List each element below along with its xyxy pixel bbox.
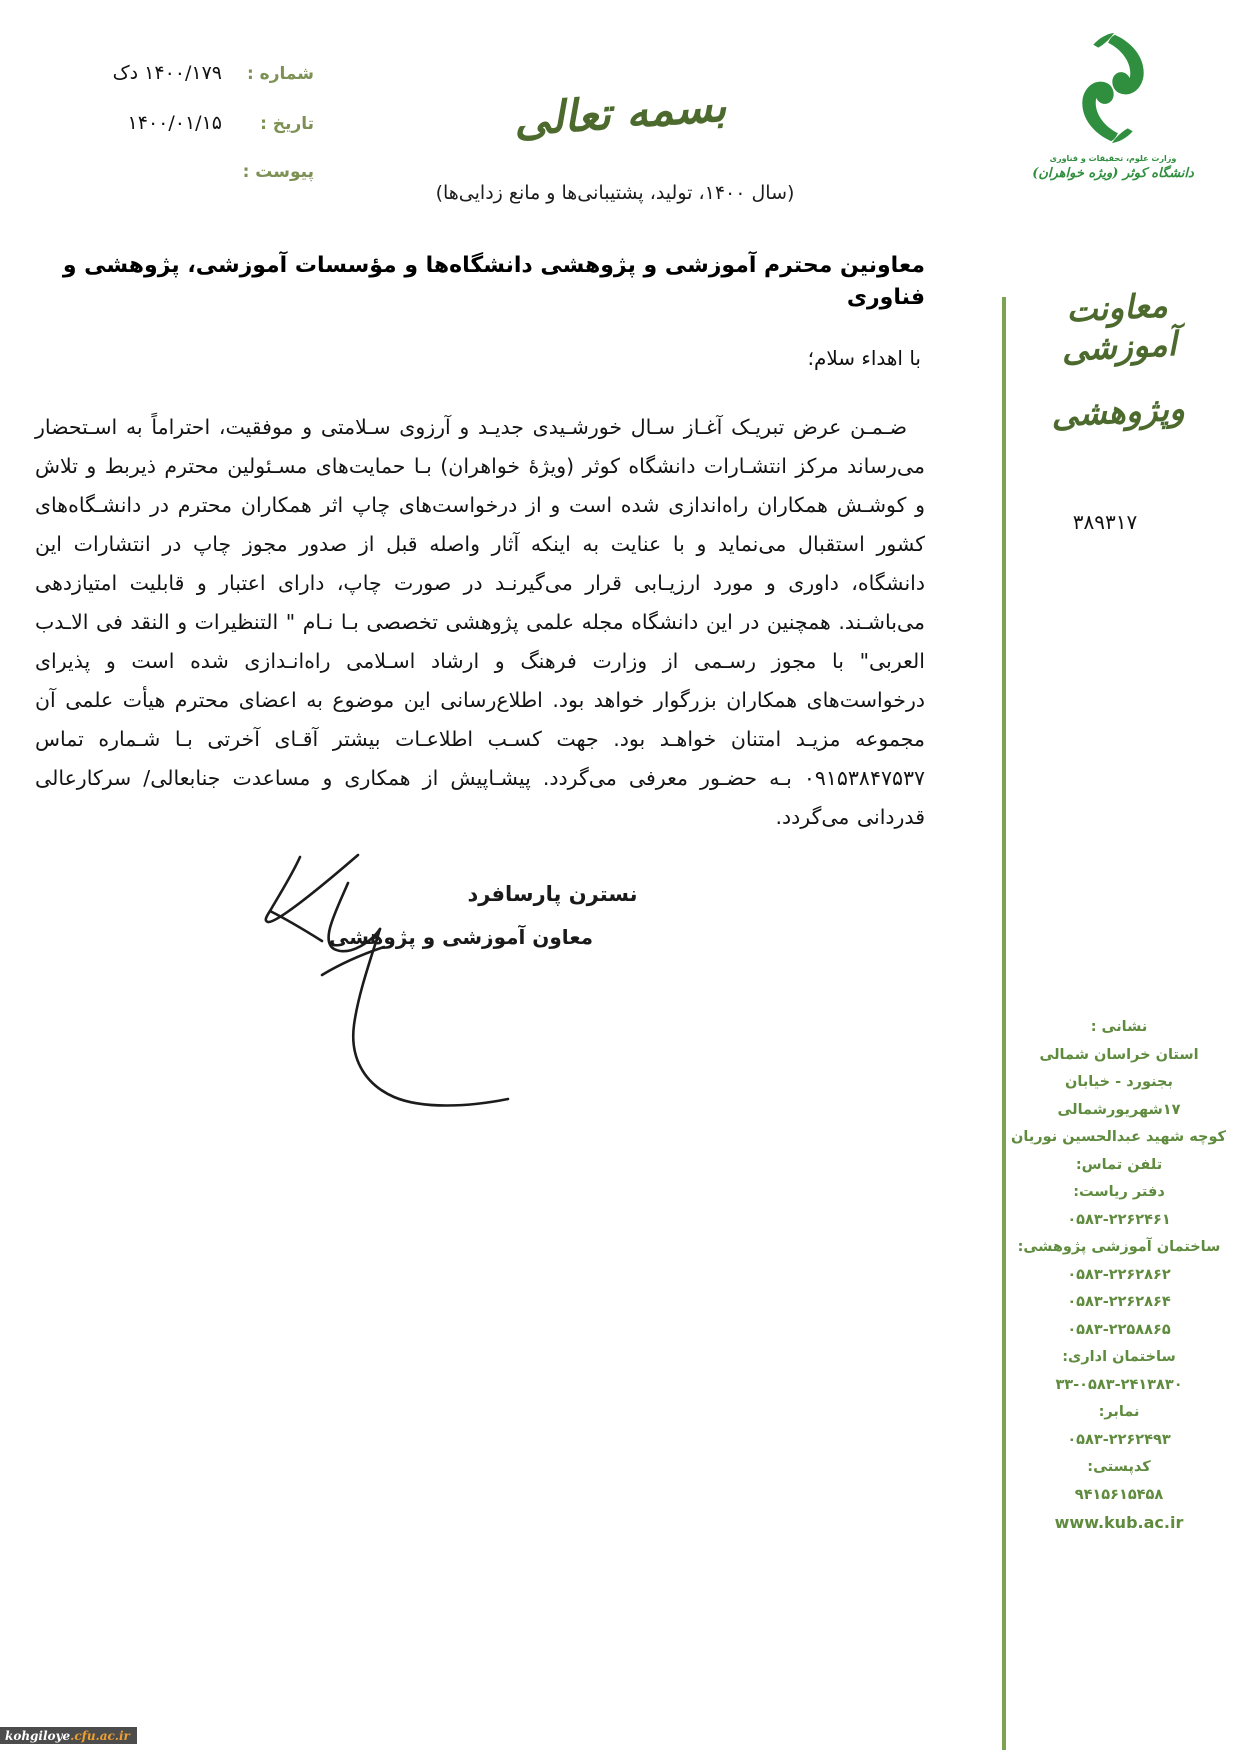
address-phone: ۳۳-۰۵۸۳-۲۴۱۳۸۳۰ xyxy=(1055,1376,1183,1393)
university-website-url: www.kub.ac.ir xyxy=(1054,1513,1184,1532)
address-line: نمابر: xyxy=(1098,1404,1140,1420)
meta-attachment-row xyxy=(34,162,314,182)
number-value: ۱۴۰۰/۱۷۹ دک xyxy=(112,62,222,84)
salutation: با اهداء سلام؛ xyxy=(807,346,921,370)
year-slogan: (سال ۱۴۰۰، تولید، پشتیبانی‌ها و مانع زدایی‌ها) xyxy=(435,182,795,204)
address-line: کدپستی: xyxy=(1087,1459,1151,1475)
attachment-label: پیوست : xyxy=(242,162,314,182)
address-line: کوچه شهید عبدالحسین نوریان xyxy=(1011,1129,1226,1145)
logo-ministry-text: وزارت علوم، تحقیقات و فناوری xyxy=(1049,154,1177,163)
address-line: استان خراسان شمالی xyxy=(1039,1046,1199,1063)
kosar-university-logo-icon xyxy=(1054,133,1172,152)
address-phone: ۰۵۸۳-۲۲۶۲۴۹۳ xyxy=(1067,1431,1171,1448)
besmele-calligraphy: بسمه تعالی xyxy=(512,80,728,147)
addressee-heading: معاونین محترم آموزشی و پژوهشی دانشگاه‌ها و مؤسسات آموزشی، پژوهشی و فناوری xyxy=(62,253,925,310)
address-postal-code: ۹۴۱۵۶۱۵۴۵۸ xyxy=(1074,1486,1164,1503)
university-logo-block xyxy=(1018,28,1208,181)
letter-content xyxy=(35,250,925,829)
signatory-title: معاون آموزشی و پژوهشی xyxy=(328,925,593,949)
address-block xyxy=(1012,1014,1226,1537)
address-line: ساختمان اداری: xyxy=(1062,1349,1176,1365)
meta-number-row xyxy=(34,62,314,84)
address-line: بجنورد - خیابان xyxy=(1065,1074,1173,1090)
reference-number: ۳۸۹۳۱۷ xyxy=(1072,510,1138,534)
address-line: ساختمان آموزشی پژوهشی: xyxy=(1017,1239,1221,1255)
letter-meta-block xyxy=(34,62,314,210)
address-line: تلفن تماس: xyxy=(1075,1156,1163,1173)
watermark-site-domain: .cfu.ac.ir xyxy=(70,1728,130,1743)
date-label: تاریخ : xyxy=(260,114,314,134)
address-line: دفتر ریاست: xyxy=(1073,1184,1165,1200)
site-watermark xyxy=(0,1727,137,1744)
number-label: شماره : xyxy=(246,64,314,84)
address-phone: ۰۵۸۳-۲۲۶۲۸۶۴ xyxy=(1067,1294,1171,1310)
signatory-name: نسترن پارسافرد xyxy=(467,882,638,906)
logo-university-text: دانشگاه کوثر (ویژه خواهران) xyxy=(1032,166,1194,181)
watermark-site-name: kohgiloye xyxy=(5,1728,71,1743)
address-phone: ۰۵۸۳-۲۲۶۲۴۶۱ xyxy=(1067,1211,1171,1228)
deputy-calligraphy-line2: وپژوهشی xyxy=(1050,388,1186,435)
address-phone: ۰۵۸۳-۲۲۵۸۸۶۵ xyxy=(1067,1321,1171,1338)
meta-date-row xyxy=(34,112,314,134)
deputy-calligraphy-line1: معاونت آموزشی xyxy=(1060,285,1178,369)
address-line: نشانی : xyxy=(1090,1019,1148,1035)
sidebar-divider-line xyxy=(1002,297,1006,1750)
address-phone: ۰۵۸۳-۲۲۶۲۸۶۲ xyxy=(1067,1266,1171,1283)
address-line: ۱۷شهریورشمالی xyxy=(1057,1101,1181,1118)
date-value: ۱۴۰۰/۰۱/۱۵ xyxy=(127,112,222,134)
letter-body-paragraph: ضـمـن عرض تبریـک آغـاز سـال خورشـیدی جدیـد و آرزوی سـلامتی و موفقیت، احتراماً به اسـتحضار می‌رساند مرکز انتشـارات دانشگاه کوثر (ویژهٔ خواهران) بـا حمایت‌های مسـئولین محترم ذیربط و تلاش و کوشـش همکاران راه‌اندازی شده است و از درخواست‌های چاپ اثر همکاران محترم در دانشـگاه‌های کشور استقبال می‌نماید و با عنایت به اینکه آثار واصله قبل از صدور مجوز چاپ در انتشارات این دانشگاه، داوری و مورد ارزیـابی قرار می‌گیرنـد در صورت چاپ، دارای اعتبار و قابلیت امتیازدهی می‌باشـند. همچنین در این دانشگاه مجله علمی پژوهشی تخصصی بـا نـام " التنظیرات و النقد فی الاـدب العربی" با مجوز رسـمی از وزارت فرهنگ و ارشاد اسـلامی راه‌انـدازی شده است و پذیرای درخواست‌های همکاران بزرگوار خواهد بود. اطلاع‌رسانی این موضوع به اعضای محترم هیأت علمی آن مجموعه مزیـد امتنان خواهـد بود. جهت کسـب اطلاعـات بیشتر آقـای آخرتی بـا شـماره تماس ۰۹۱۵۳۸۴۷۵۳۷ بـه حضـور معرفی می‌گردد. پیشـاپیش از همکاری و مساعدت جنابعالی/ سرکارعالی قدردانی می‌گردد. xyxy=(35,415,925,829)
